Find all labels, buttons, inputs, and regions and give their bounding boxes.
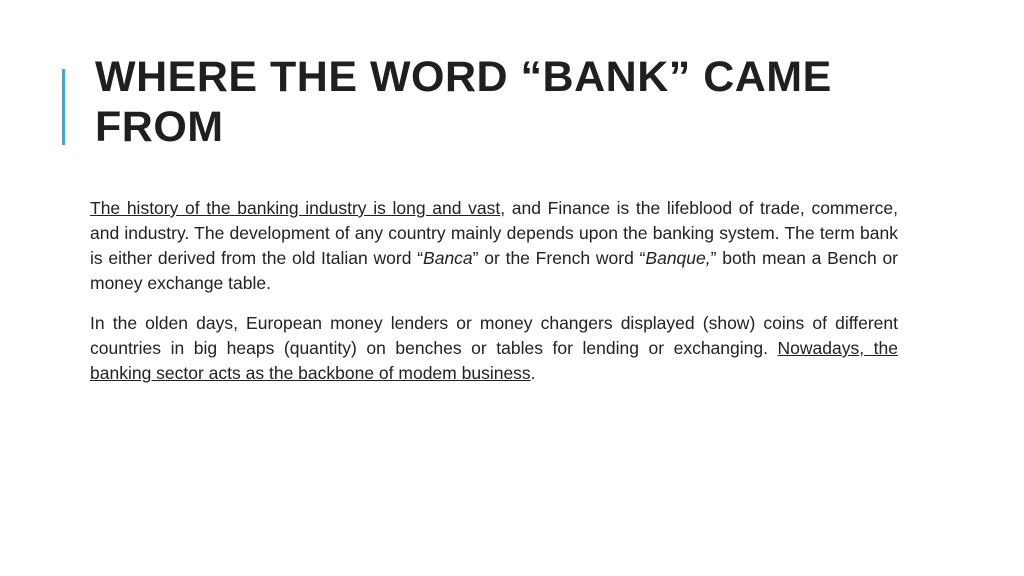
paragraph-text: ” both mean a Bench or money exchange table. (90, 248, 899, 293)
paragraph-olden-days (90, 311, 898, 386)
slide-title: WHERE THE WORD “BANK” CAME FROM (95, 53, 832, 151)
paragraph-text: . (530, 363, 536, 383)
backbone-link[interactable]: Nowadays, the banking sector acts as the backbone of modem business (90, 338, 898, 383)
italic-word-banque: Banque, (645, 248, 711, 268)
paragraph-text: , and Finance is the lifeblood of trade, commerce, and industry. The development of any country mainly depends upon the banking system. The term bank is either derived from the old Italian word “ (90, 198, 898, 268)
history-link[interactable]: The history of the banking industry is long and vast (90, 198, 501, 218)
slide-body (90, 196, 898, 401)
italic-word-banca: Banca (423, 248, 473, 268)
paragraph-text: In the olden days, European money lenders or money changers displayed (show) coins of different countries in big heaps (quantity) on benches or tables for lending or exchanging. (90, 313, 898, 358)
title-accent-bar (62, 69, 65, 145)
paragraph-history (90, 196, 898, 296)
paragraph-text: ” or the French word “ (472, 248, 646, 268)
